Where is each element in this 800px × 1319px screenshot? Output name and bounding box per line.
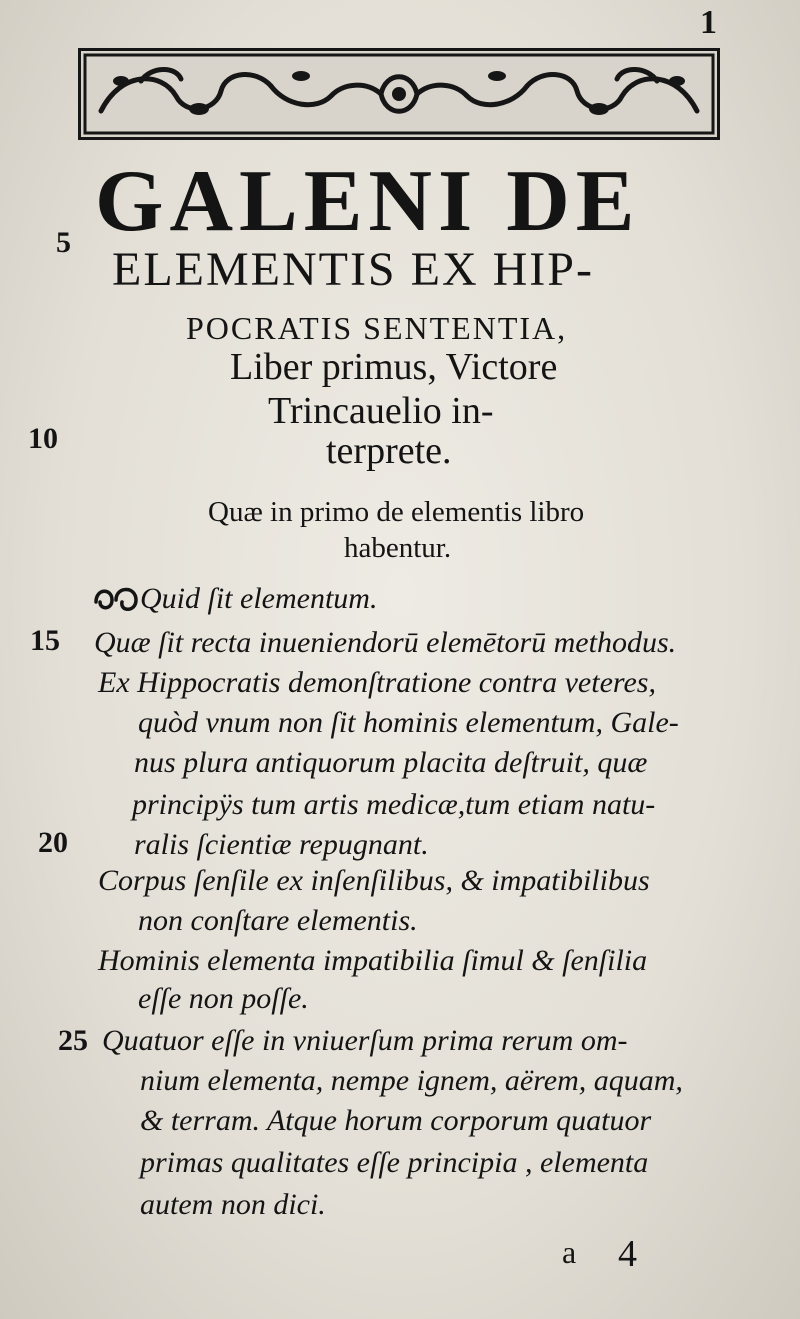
subtitle-line-3: terprete. (326, 430, 452, 472)
subtitle-line-2: Trincauelio in- (268, 390, 494, 432)
body-line: Corpus ſenſile ex inſenſilibus, & impatibilibus (98, 864, 650, 897)
body-line: eſſe non poſſe. (138, 982, 309, 1015)
body-line: Quæ ſit recta inueniendorū elemētorū methodus. (94, 626, 677, 659)
signature-mark: a (562, 1234, 577, 1270)
body-line: & terram. Atque horum corporum quatuor (140, 1104, 652, 1137)
body-line: ralis ſcientiæ repugnant. (134, 828, 429, 861)
contents-heading-line-1: Quæ in primo de elementis libro (208, 496, 585, 528)
body-line: Ex Hippocratis demonſtratione contra veteres, (98, 666, 656, 699)
body-line: nus plura antiquorum placita deſtruit, quæ (134, 746, 648, 779)
body-line: non conſtare elementis. (138, 904, 418, 937)
body-line: quòd vnum non ſit hominis elementum, Gale- (138, 706, 679, 739)
title-line-2: ELEMENTIS EX HIP- (112, 243, 594, 296)
body-line: Quid ſit elementum. (140, 582, 378, 615)
line-number-20: 20 (38, 826, 68, 859)
body-line: primas qualitates eſſe principia , elementa (140, 1146, 649, 1179)
line-number-5: 5 (56, 226, 71, 259)
body-line: Quatuor eſſe in vniuerſum prima rerum om- (102, 1024, 628, 1057)
folio-number: 1 (700, 4, 717, 41)
headpiece-scroll-ornament (81, 51, 717, 137)
ornamental-headpiece (78, 48, 720, 140)
line-number-25: 25 (58, 1024, 88, 1057)
line-number-10: 10 (28, 422, 58, 455)
title-line-1: GALENI DE (95, 153, 641, 250)
title-line-3: POCRATIS SENTENTIA, (186, 310, 568, 346)
body-line: nium elementa, nempe ignem, aërem, aquam, (140, 1064, 683, 1097)
line-number-15: 15 (30, 624, 60, 657)
body-line: principÿs tum artis medicæ,tum etiam natu- (132, 788, 656, 821)
fleuron-icon (92, 580, 140, 616)
page-number: 4 (618, 1233, 637, 1275)
body-line: autem non dici. (140, 1188, 326, 1221)
subtitle-line-1: Liber primus, Victore (230, 346, 558, 388)
contents-heading-line-2: habentur. (344, 532, 452, 564)
body-line: Hominis elementa impatibilia ſimul & ſenſilia (98, 944, 648, 977)
